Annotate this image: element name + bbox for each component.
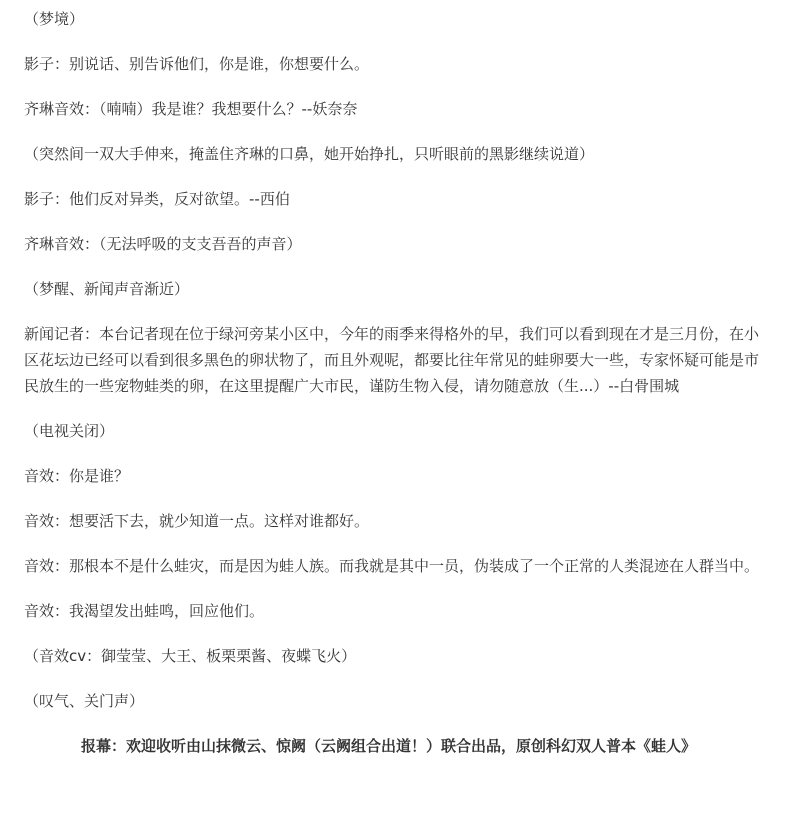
stage-direction: （梦醒、新闻声音渐近） — [24, 280, 190, 298]
dialogue-line: 新闻记者：本台记者现在位于绿河旁某小区中，今年的雨季来得格外的早，我们可以看到现在才是三月份，在小区花坛边已经可以看到很多黑色的卵状物了，而且外观呢，都要比往年常见的蛙卵要大一些，专家怀疑可能是市民放生的一些宠物蛙类的卵，在这里提醒广大市民，谨防生物入侵，请勿随意放（生...）--白骨围城 — [24, 325, 760, 395]
stage-direction: （突然间一双大手伸来，掩盖住齐琳的口鼻，她开始挣扎，只听眼前的黑影继续说道） — [24, 145, 595, 163]
dialogue-line: 影子：他们反对异类，反对欲望。--西伯 — [24, 190, 290, 208]
stage-direction: （音效cv：御莹莹、大王、板栗栗酱、夜蝶飞火） — [24, 647, 357, 665]
stage-direction: （梦境） — [24, 10, 85, 28]
dialogue-line: 齐琳音效：（喃喃）我是谁？我想要什么？--妖奈奈 — [24, 100, 358, 118]
dialogue-line: 音效：想要活下去，就少知道一点。这样对谁都好。 — [24, 512, 370, 530]
stage-direction: （叹气、关门声） — [24, 692, 145, 710]
dialogue-line: 音效：我渴望发出蛙鸣，回应他们。 — [24, 602, 265, 620]
dialogue-line: 音效：你是谁？ — [24, 467, 130, 485]
stage-direction: （电视关闭） — [24, 422, 115, 440]
dialogue-line: 影子：别说话、别告诉他们，你是谁，你想要什么。 — [24, 55, 370, 73]
closing-announcement: 报幕：欢迎收听由山抹微云、惊阙（云阙组合出道！）联合出品，原创科幻双人普本《蛙人》 — [80, 737, 696, 755]
dialogue-line: 音效：那根本不是什么蛙灾，而是因为蛙人族。而我就是其中一员，伪装成了一个正常的人类混迹在人群当中。 — [24, 557, 760, 575]
dialogue-line: 齐琳音效：（无法呼吸的支支吾吾的声音） — [24, 235, 302, 253]
